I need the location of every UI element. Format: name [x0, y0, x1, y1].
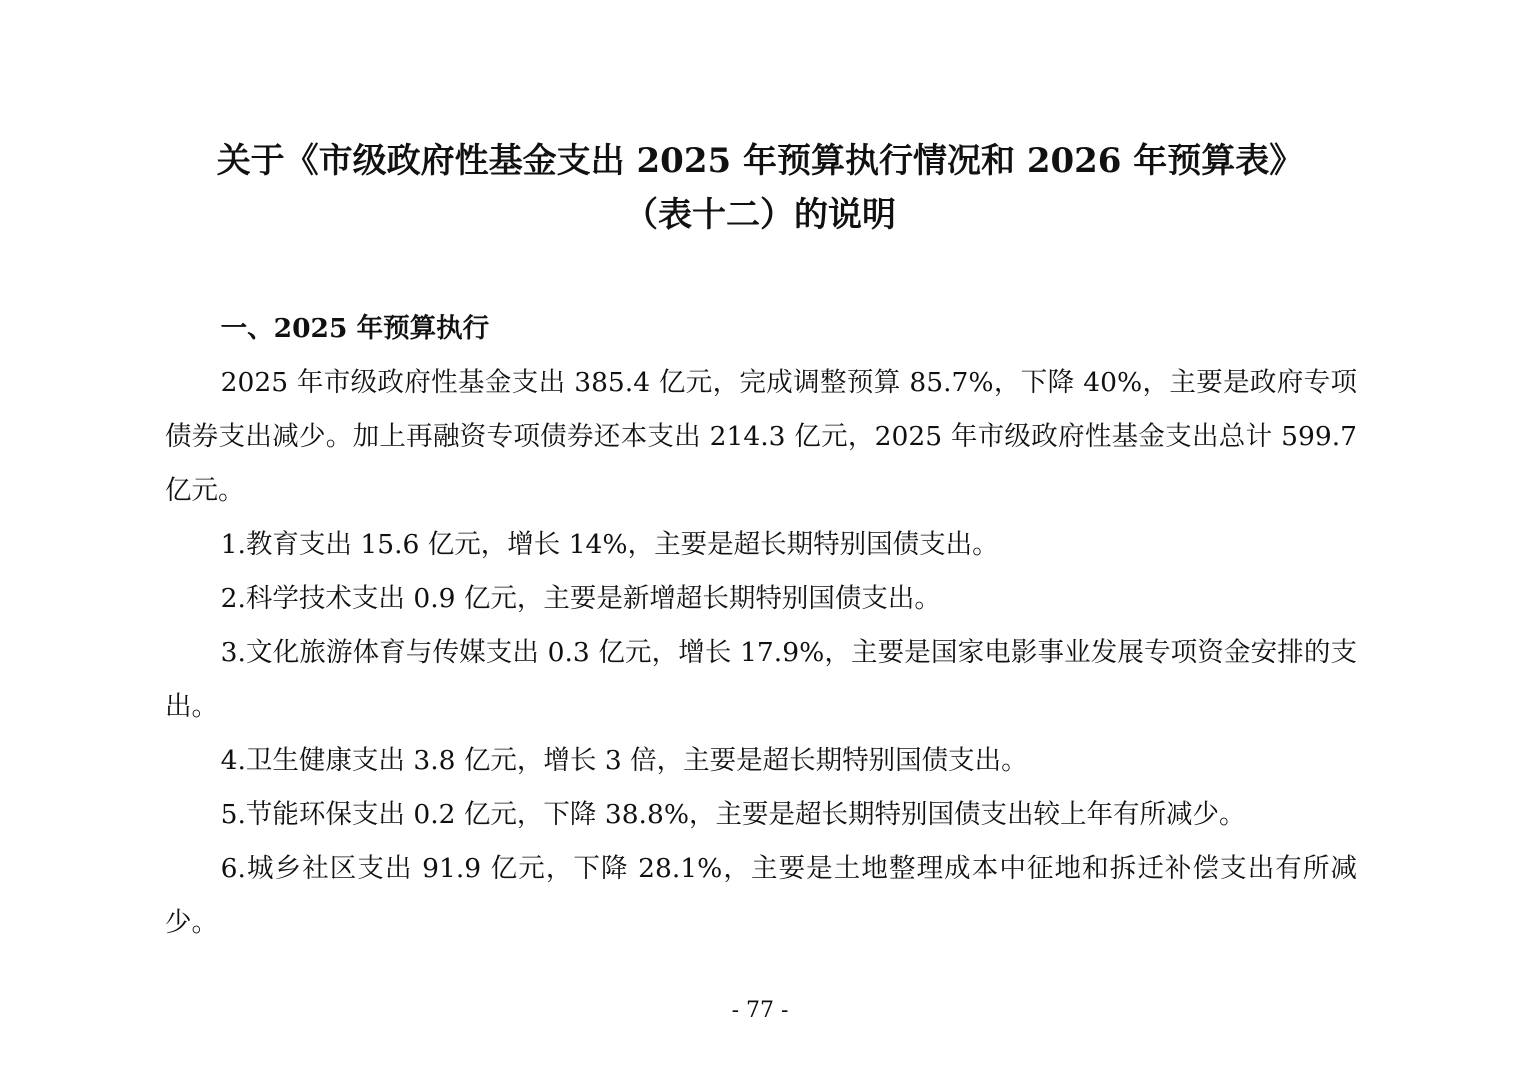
item-paragraph-culture: 3.文化旅游体育与传媒支出 0.3 亿元，增长 17.9%，主要是国家电影事业发展专项资金安排的支出。	[165, 637, 1357, 722]
document-body	[165, 302, 1357, 950]
section-heading: 一、2025 年预算执行	[220, 313, 490, 344]
item-paragraph-health: 4.卫生健康支出 3.8 亿元，增长 3 倍，主要是超长期特别国债支出。	[220, 745, 1028, 776]
summary-paragraph: 2025 年市级政府性基金支出 385.4 亿元，完成调整预算 85.7%，下降 40%，主要是政府专项债券支出减少。加上再融资专项债券还本支出 214.3 亿元，2025 年市级政府性基金支出总计 599.7 亿元。	[165, 367, 1357, 506]
document-title-line-2: （表十二）的说明	[624, 195, 896, 235]
page-number: - 77 -	[731, 998, 789, 1023]
document-title-line-1: 关于《市级政府性基金支出 2025 年预算执行情况和 2026 年预算表》	[216, 141, 1304, 181]
item-paragraph-science: 2.科学技术支出 0.9 亿元，主要是新增超长期特别国债支出。	[220, 583, 941, 614]
item-paragraph-education: 1.教育支出 15.6 亿元，增长 14%，主要是超长期特别国债支出。	[220, 529, 999, 560]
item-paragraph-environment: 5.节能环保支出 0.2 亿元，下降 38.8%，主要是超长期特别国债支出较上年有所减少。	[220, 799, 1246, 830]
item-paragraph-urban-rural: 6.城乡社区支出 91.9 亿元，下降 28.1%，主要是土地整理成本中征地和拆迁补偿支出有所减少。	[165, 853, 1357, 938]
